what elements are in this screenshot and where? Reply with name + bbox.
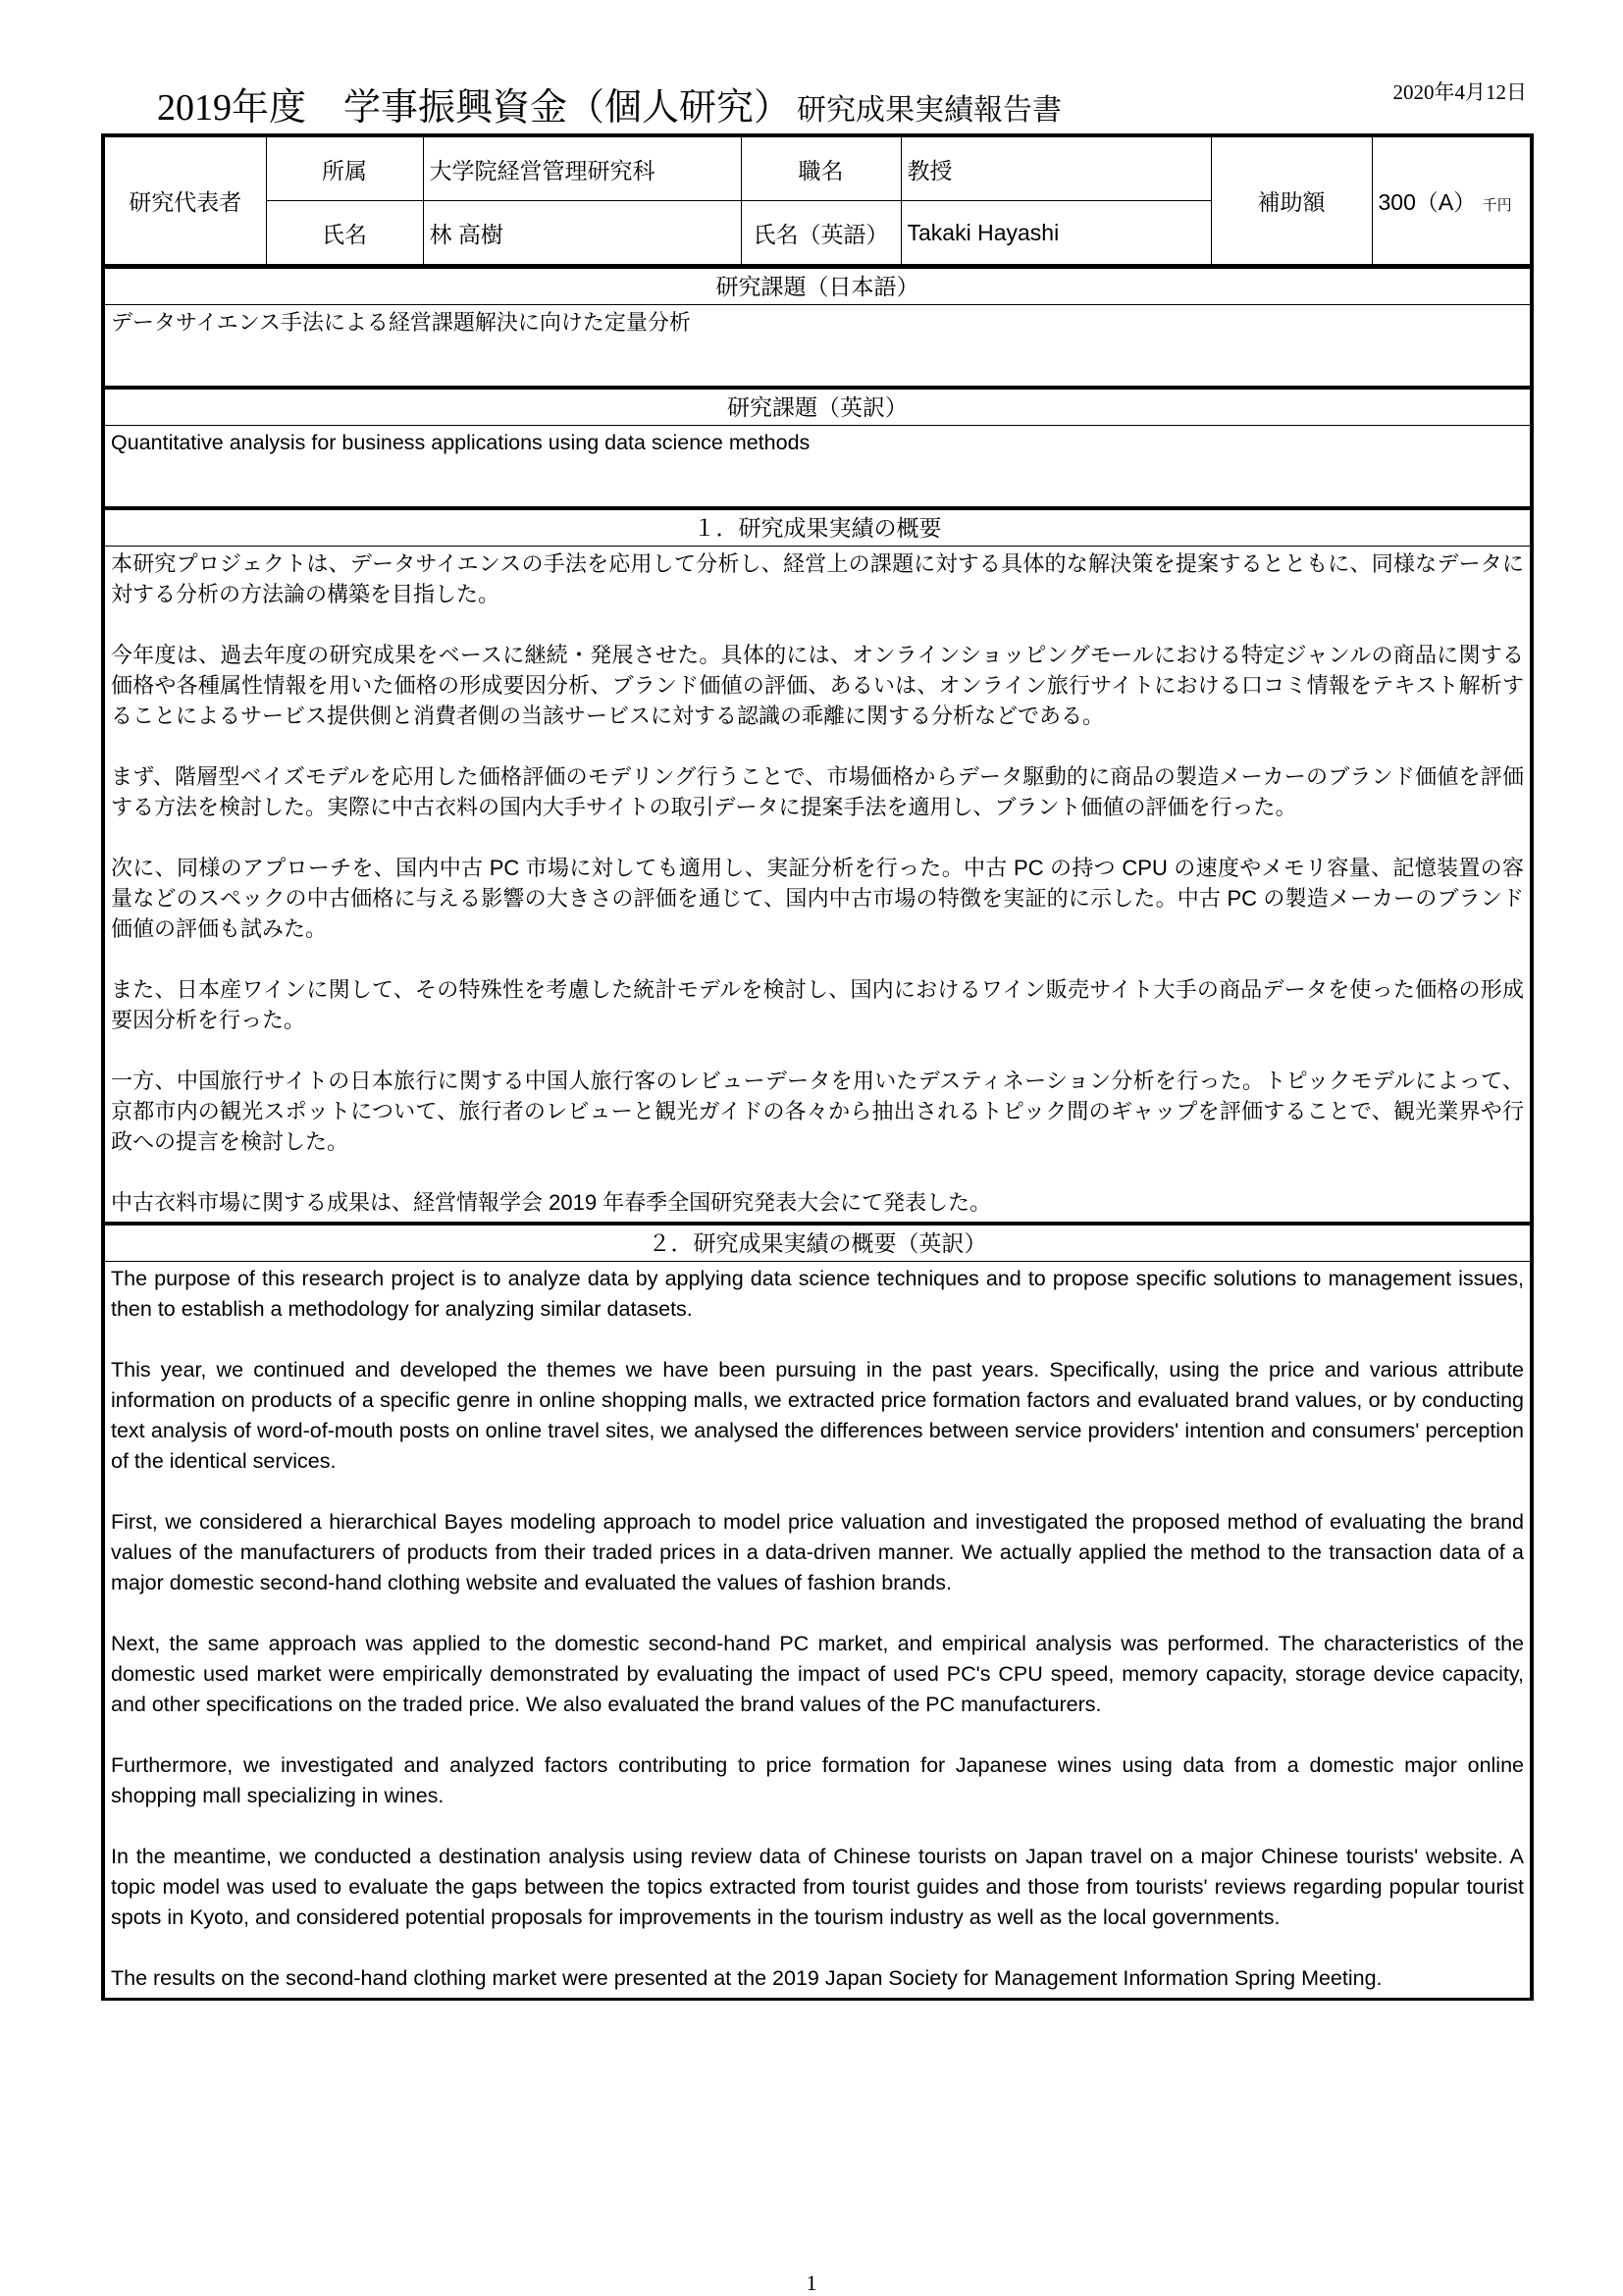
grant-label: 補助額 (1211, 137, 1372, 265)
affiliation-value: 大学院経営管理研究科 (423, 137, 741, 201)
paragraph: The results on the second-hand clothing market were presented at the 2019 Japan Society for Management Information Spring Meeting. (111, 1966, 1383, 1990)
representative-label: 研究代表者 (105, 137, 266, 265)
section-body-title-ja (105, 305, 1530, 386)
section-body-summary-en (105, 1262, 1530, 1998)
name-en-value: Takaki Hayashi (901, 201, 1211, 265)
page-title (157, 77, 1062, 130)
name-label: 氏名 (266, 201, 423, 265)
section-heading-title-en: 研究課題（英訳） (105, 386, 1530, 426)
name-en-label: 氏名（英語） (741, 201, 901, 265)
paragraph: 一方、中国旅行サイトの日本旅行に関する中国人旅行客のレビューデータを用いたデスティネーション分析を行った。トピックモデルによって、京都市内の観光スポットについて、旅行者のレビューと観光ガイドの各々から抽出されるトピック間のギャップを評価することで、観光業界や行政への提言を検討した。 (111, 1069, 1524, 1154)
position-label: 職名 (741, 137, 901, 201)
paragraph: 今年度は、過去年度の研究成果をベースに継続・発展させた。具体的には、オンラインショッピングモールにおける特定ジャンルの商品に関する価格や各種属性情報を用いた価格の形成要因分析、ブランド価値の評価、あるいは、オンライン旅行サイトにおける口コミ情報をテキスト解析することによるサービス提供側と消費者側の当該サービスに対する認識の乖離に関する分析などである。 (111, 643, 1524, 728)
paragraph: データサイエンス手法による経営課題解決に向けた定量分析 (111, 310, 691, 335)
paragraph: 次に、同様のアプローチを、国内中古 PC 市場に対しても適用し、実証分析を行った。中古 PC の持つ CPU の速度やメモリ容量、記憶装置の容量などのスペックの中古価格に与える影響の大きさの評価を通じて、国内中古市場の特徴を実証的に示した。中古 PC の製造メーカーのブランド価値の評価も試みた。 (111, 856, 1524, 941)
section-body-title-en (105, 426, 1530, 506)
paragraph: 中古衣料市場に関する成果は、経営情報学会 2019 年春季全国研究発表大会にて発表した。 (111, 1190, 992, 1215)
paragraph: また、日本産ワインに関して、その特殊性を考慮した統計モデルを検討し、国内におけるワイン販売サイト大手の商品データを使った価格の形成要因分析を行った。 (111, 977, 1524, 1032)
title-sub: 研究成果実績報告書 (797, 94, 1063, 127)
grant-unit: 千円 (1482, 197, 1512, 214)
paragraph: First, we considered a hierarchical Bayes modeling approach to model price valuation and investigated the proposed method of evaluating the brand values of the manufacturers of products from their traded prices in a data-driven manner. We actually applied the method to the transaction data of a major domestic second-hand clothing website and evaluated the values of fashion brands. (111, 1510, 1524, 1594)
paragraph: まず、階層型ベイズモデルを応用した価格評価のモデリング行うことで、市場価格からデータ駆動的に商品の製造メーカーのブランド価値を評価する方法を検討した。実際に中古衣料の国内大手サイトの取引データに提案手法を適用し、ブラント価値の評価を行った。 (111, 764, 1524, 819)
info-table (105, 137, 1530, 265)
affiliation-label: 所属 (266, 137, 423, 201)
report-date: 2020年4月12日 (1392, 80, 1527, 104)
report-form (101, 133, 1534, 2001)
paragraph: Furthermore, we investigated and analyzed factors contributing to price formation for Japanese wines using data from a domestic major online shopping mall specializing in wines. (111, 1753, 1524, 1807)
section-heading-summary-ja: １．研究成果実績の概要 (105, 506, 1530, 547)
title-main: 2019年度 学事振興資金（個人研究） (157, 87, 792, 129)
paragraph: This year, we continued and developed the themes we have been pursuing in the past years. Specifically, using the price and various attribute information on products of a specific genre in online shopping malls, we extracted price formation factors and evaluated brand values, or by conducting text analysis of word-of-mouth posts on online travel sites, we analysed the differences between service providers' intention and consumers' perception of the identical services. (111, 1358, 1524, 1473)
grant-value (1372, 137, 1530, 265)
paragraph: Next, the same approach was applied to the domestic second-hand PC market, and empirical analysis was performed. The characteristics of the domestic used market were empirically demonstrated by evaluating the impact of used PC's CPU speed, memory capacity, storage device capacity, and other specifications on the traded price. We also evaluated the brand values of the PC manufacturers. (111, 1632, 1524, 1716)
paragraph: In the meantime, we conducted a destination analysis using review data of Chinese tourists on Japan travel on a major Chinese tourists' website. A topic model was used to evaluate the gaps between the topics extracted from tourist guides and those from tourists' reviews regarding popular tourist spots in Kyoto, and considered potential proposals for improvements in the tourism industry as well as the local governments. (111, 1845, 1524, 1929)
name-value: 林 高樹 (423, 201, 741, 265)
paragraph: 本研究プロジェクトは、データサイエンスの手法を応用して分析し、経営上の課題に対する具体的な解決策を提案するとともに、同様なデータに対する分析の方法論の構築を目指した。 (111, 551, 1524, 606)
section-heading-summary-en: ２．研究成果実績の概要（英訳） (105, 1222, 1530, 1262)
paragraph: Quantitative analysis for business applications using data science methods (111, 431, 811, 454)
grant-amount: 300（A） (1378, 189, 1477, 215)
section-body-summary-ja (105, 547, 1530, 1222)
position-value: 教授 (901, 137, 1211, 201)
page-number: 1 (806, 2270, 817, 2295)
paragraph: The purpose of this research project is to analyze data by applying data science techniques and to propose specific solutions to management issues, then to establish a methodology for analyzing similar datasets. (111, 1267, 1524, 1321)
section-heading-title-ja: 研究課題（日本語） (105, 265, 1530, 305)
